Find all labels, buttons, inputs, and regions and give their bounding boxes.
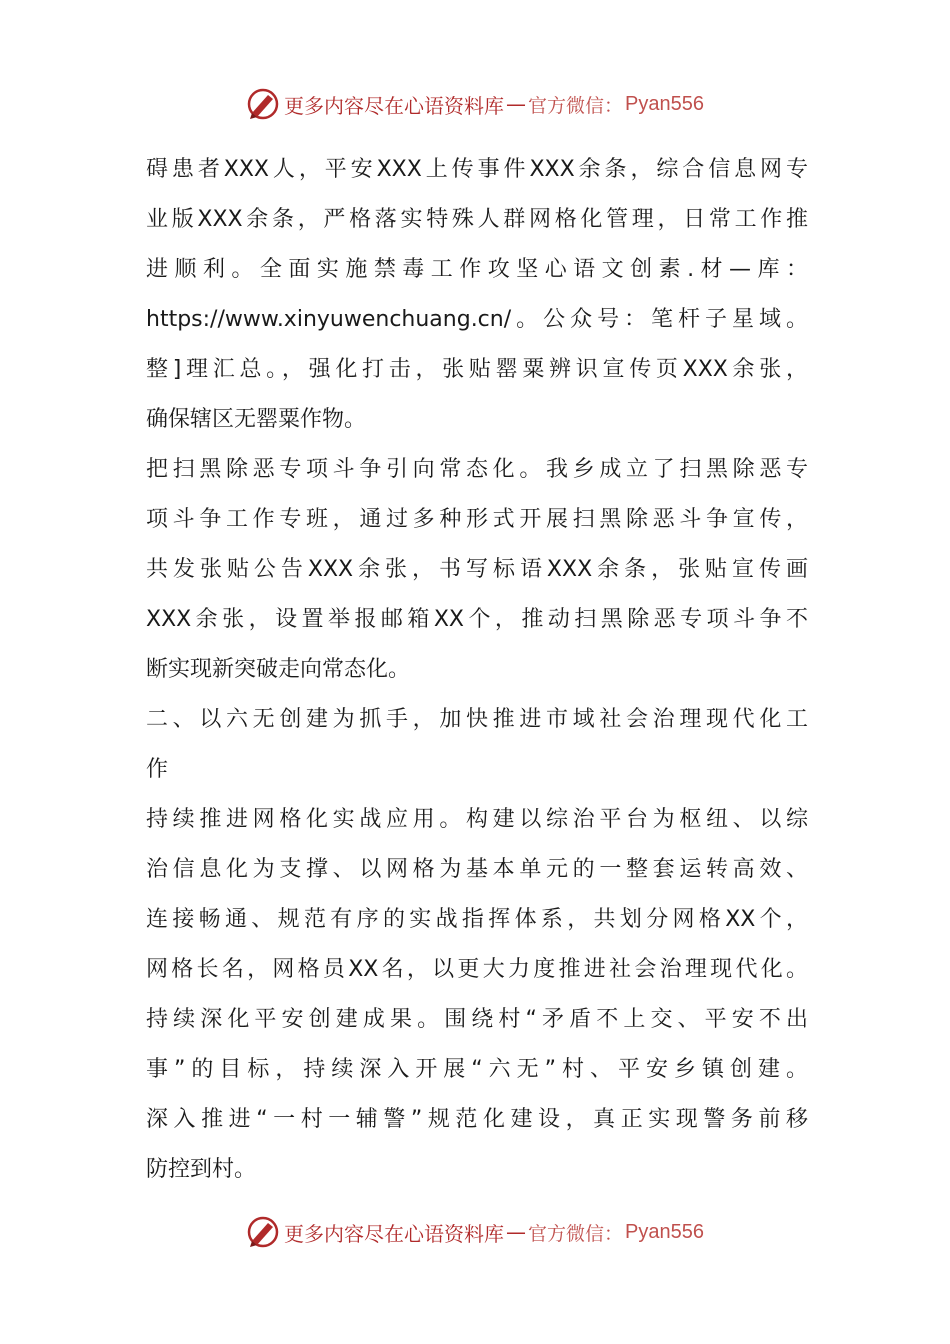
pen-circle-logo-icon bbox=[246, 1215, 280, 1249]
body-line: 连接畅通、规范有序的实战指挥体系，共划分网格XX个， bbox=[146, 907, 808, 932]
header-banner bbox=[0, 84, 950, 124]
body-line: 断实现新突破走向常态化。 bbox=[146, 657, 411, 682]
banner-account: Pyan556 bbox=[625, 92, 704, 115]
body-line: 进顺利。全面实施禁毒工作攻坚心语文创素.材—库： bbox=[146, 257, 808, 282]
body-line: 深入推进“一村一辅警”规范化建设，真正实现警务前移 bbox=[146, 1107, 808, 1132]
body-line: XXX余张，设置举报邮箱XX个，推动扫黑除恶专项斗争不 bbox=[146, 607, 808, 632]
body-line: 确保辖区无罂粟作物。 bbox=[146, 407, 367, 432]
document-body bbox=[146, 145, 808, 1195]
banner-separator: — bbox=[506, 1220, 526, 1244]
body-line: 持续推进网格化实战应用。构建以综治平台为枢纽、以综 bbox=[146, 807, 808, 832]
body-line: 网格长名，网格员XX名，以更大力度推进社会治理现代化。 bbox=[146, 957, 808, 982]
pen-circle-logo-icon bbox=[246, 87, 280, 121]
body-line-url: https://www.xinyuwenchuang.cn/。公众号：笔杆子星域。 bbox=[146, 307, 808, 332]
body-line: 共发张贴公告XXX余张，书写标语XXX余条，张贴宣传画 bbox=[146, 557, 808, 582]
banner-site-name: 更多内容尽在心语资料库 bbox=[284, 93, 504, 118]
section-heading: 二、以六无创建为抓手，加快推进市域社会治理现代化工 bbox=[146, 707, 808, 732]
footer-banner bbox=[0, 1212, 950, 1252]
body-line: 碍患者XXX人，平安XXX上传事件XXX余条，综合信息网专 bbox=[146, 157, 808, 182]
body-line: 项斗争工作专班，通过多种形式开展扫黑除恶斗争宣传， bbox=[146, 507, 808, 532]
body-line: 治信息化为支撑、以网格为基本单元的一整套运转高效、 bbox=[146, 857, 808, 882]
body-line: 业版XXX余条，严格落实特殊人群网格化管理，日常工作推 bbox=[146, 207, 808, 232]
section-heading-cont: 作 bbox=[146, 757, 169, 782]
banner-site-name: 更多内容尽在心语资料库 bbox=[284, 1221, 504, 1246]
body-line: 持续深化平安创建成果。围绕村“矛盾不上交、平安不出 bbox=[146, 1007, 808, 1032]
banner-account: Pyan556 bbox=[625, 1220, 704, 1243]
banner-wechat-label: 官方微信： bbox=[528, 94, 624, 117]
banner-wechat-label: 官方微信： bbox=[528, 1222, 624, 1245]
banner-separator: — bbox=[506, 92, 526, 116]
body-line: 防控到村。 bbox=[146, 1157, 257, 1182]
body-line: 事”的目标，持续深入开展“六无”村、平安乡镇创建。 bbox=[146, 1057, 808, 1082]
body-line: 把扫黑除恶专项斗争引向常态化。我乡成立了扫黑除恶专 bbox=[146, 457, 808, 482]
body-line: 整]理汇总。，强化打击，张贴罂粟辨识宣传页XXX余张， bbox=[146, 357, 808, 382]
